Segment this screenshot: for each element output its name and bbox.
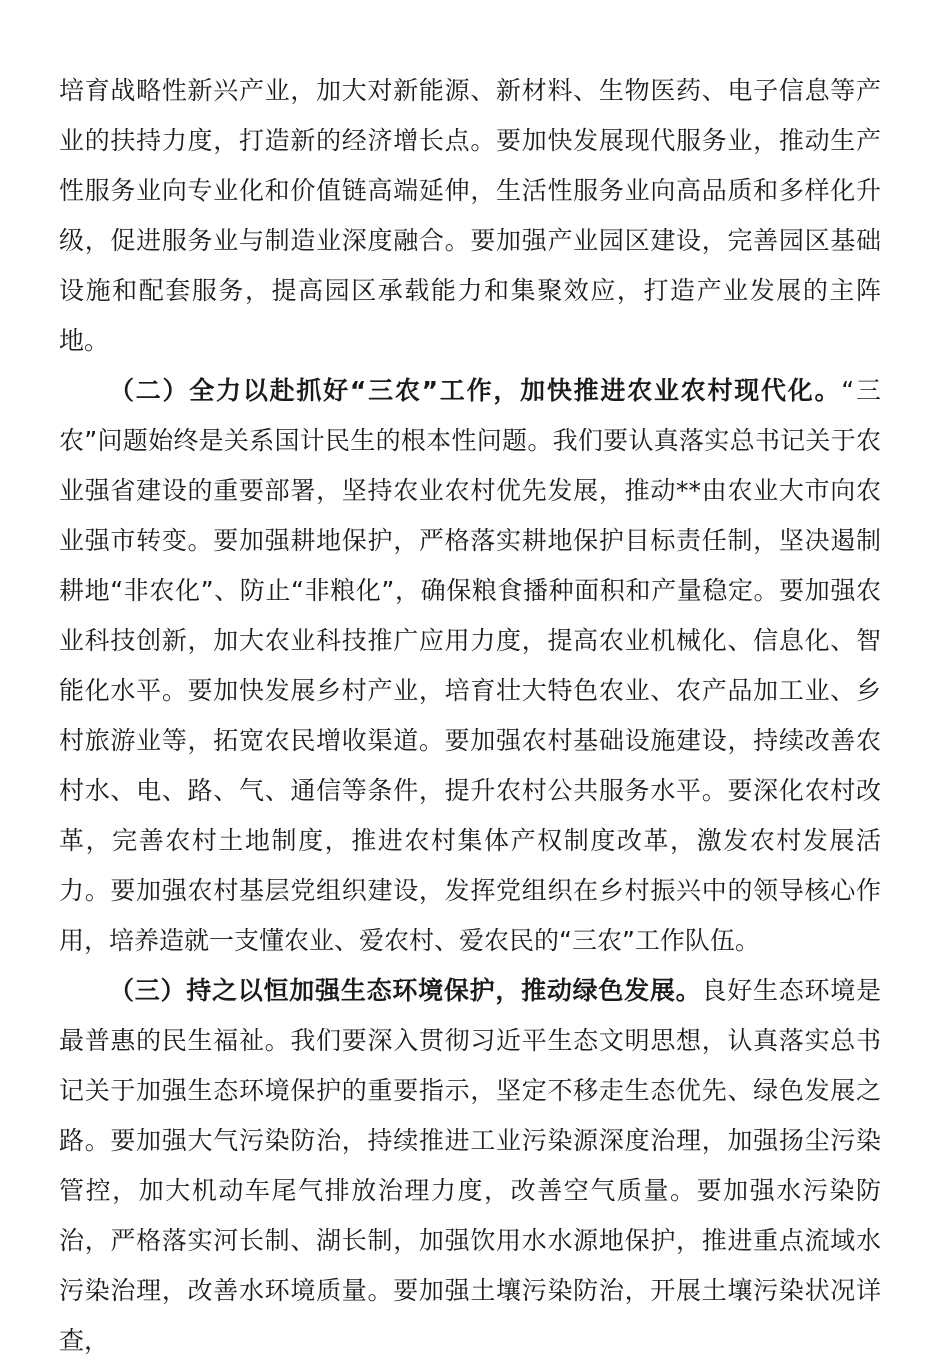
section-heading: （三）持之以恒加强生态环境保护，推动绿色发展。 bbox=[109, 976, 702, 1005]
paragraph-industry bbox=[59, 66, 881, 366]
document-body bbox=[59, 66, 881, 1366]
paragraph-agriculture bbox=[59, 366, 881, 966]
paragraph-body: 培育战略性新兴产业，加大对新能源、新材料、生物医药、电子信息等产业的扶持力度，打造新的经济增长点。要加快发展现代服务业，推动生产性服务业向专业化和价值链高端延伸，生活性服务业向高品质和多样化升级，促进服务业与制造业深度融合。要加强产业园区建设，完善园区基础设施和配套服务，提高园区承载能力和集聚效应，打造产业发展的主阵地。 bbox=[59, 76, 881, 355]
paragraph-ecology bbox=[59, 966, 881, 1366]
paragraph-body: 良好生态环境是最普惠的民生福祉。我们要深入贯彻习近平生态文明思想，认真落实总书记关于加强生态环境保护的重要指示，坚定不移走生态优先、绿色发展之路。要加强大气污染防治，持续推进工业污染源深度治理，加强扬尘污染管控，加大机动车尾气排放治理力度，改善空气质量。要加强水污染防治，严格落实河长制、湖长制，加强饮用水水源地保护，推进重点流域水污染治理，改善水环境质量。要加强土壤污染防治，开展土壤污染状况详查， bbox=[59, 976, 881, 1355]
section-heading: （二）全力以赴抓好“三农”工作，加快推进农业农村现代化。 bbox=[109, 376, 842, 405]
paragraph-body: “三农”问题始终是关系国计民生的根本性问题。我们要认真落实总书记关于农业强省建设的重要部署，坚持农业农村优先发展，推动**由农业大市向农业强市转变。要加强耕地保护，严格落实耕地保护目标责任制，坚决遏制耕地“非农化”、防止“非粮化”，确保粮食播种面积和产量稳定。要加强农业科技创新，加大农业科技推广应用力度，提高农业机械化、信息化、智能化水平。要加快发展乡村产业，培育壮大特色农业、农产品加工业、乡村旅游业等，拓宽农民增收渠道。要加强农村基础设施建设，持续改善农村水、电、路、气、通信等条件，提升农村公共服务水平。要深化农村改革，完善农村土地制度，推进农村集体产权制度改革，激发农村发展活力。要加强农村基层党组织建设，发挥党组织在乡村振兴中的领导核心作用，培养造就一支懂农业、爱农村、爱农民的“三农”工作队伍。 bbox=[59, 376, 881, 955]
